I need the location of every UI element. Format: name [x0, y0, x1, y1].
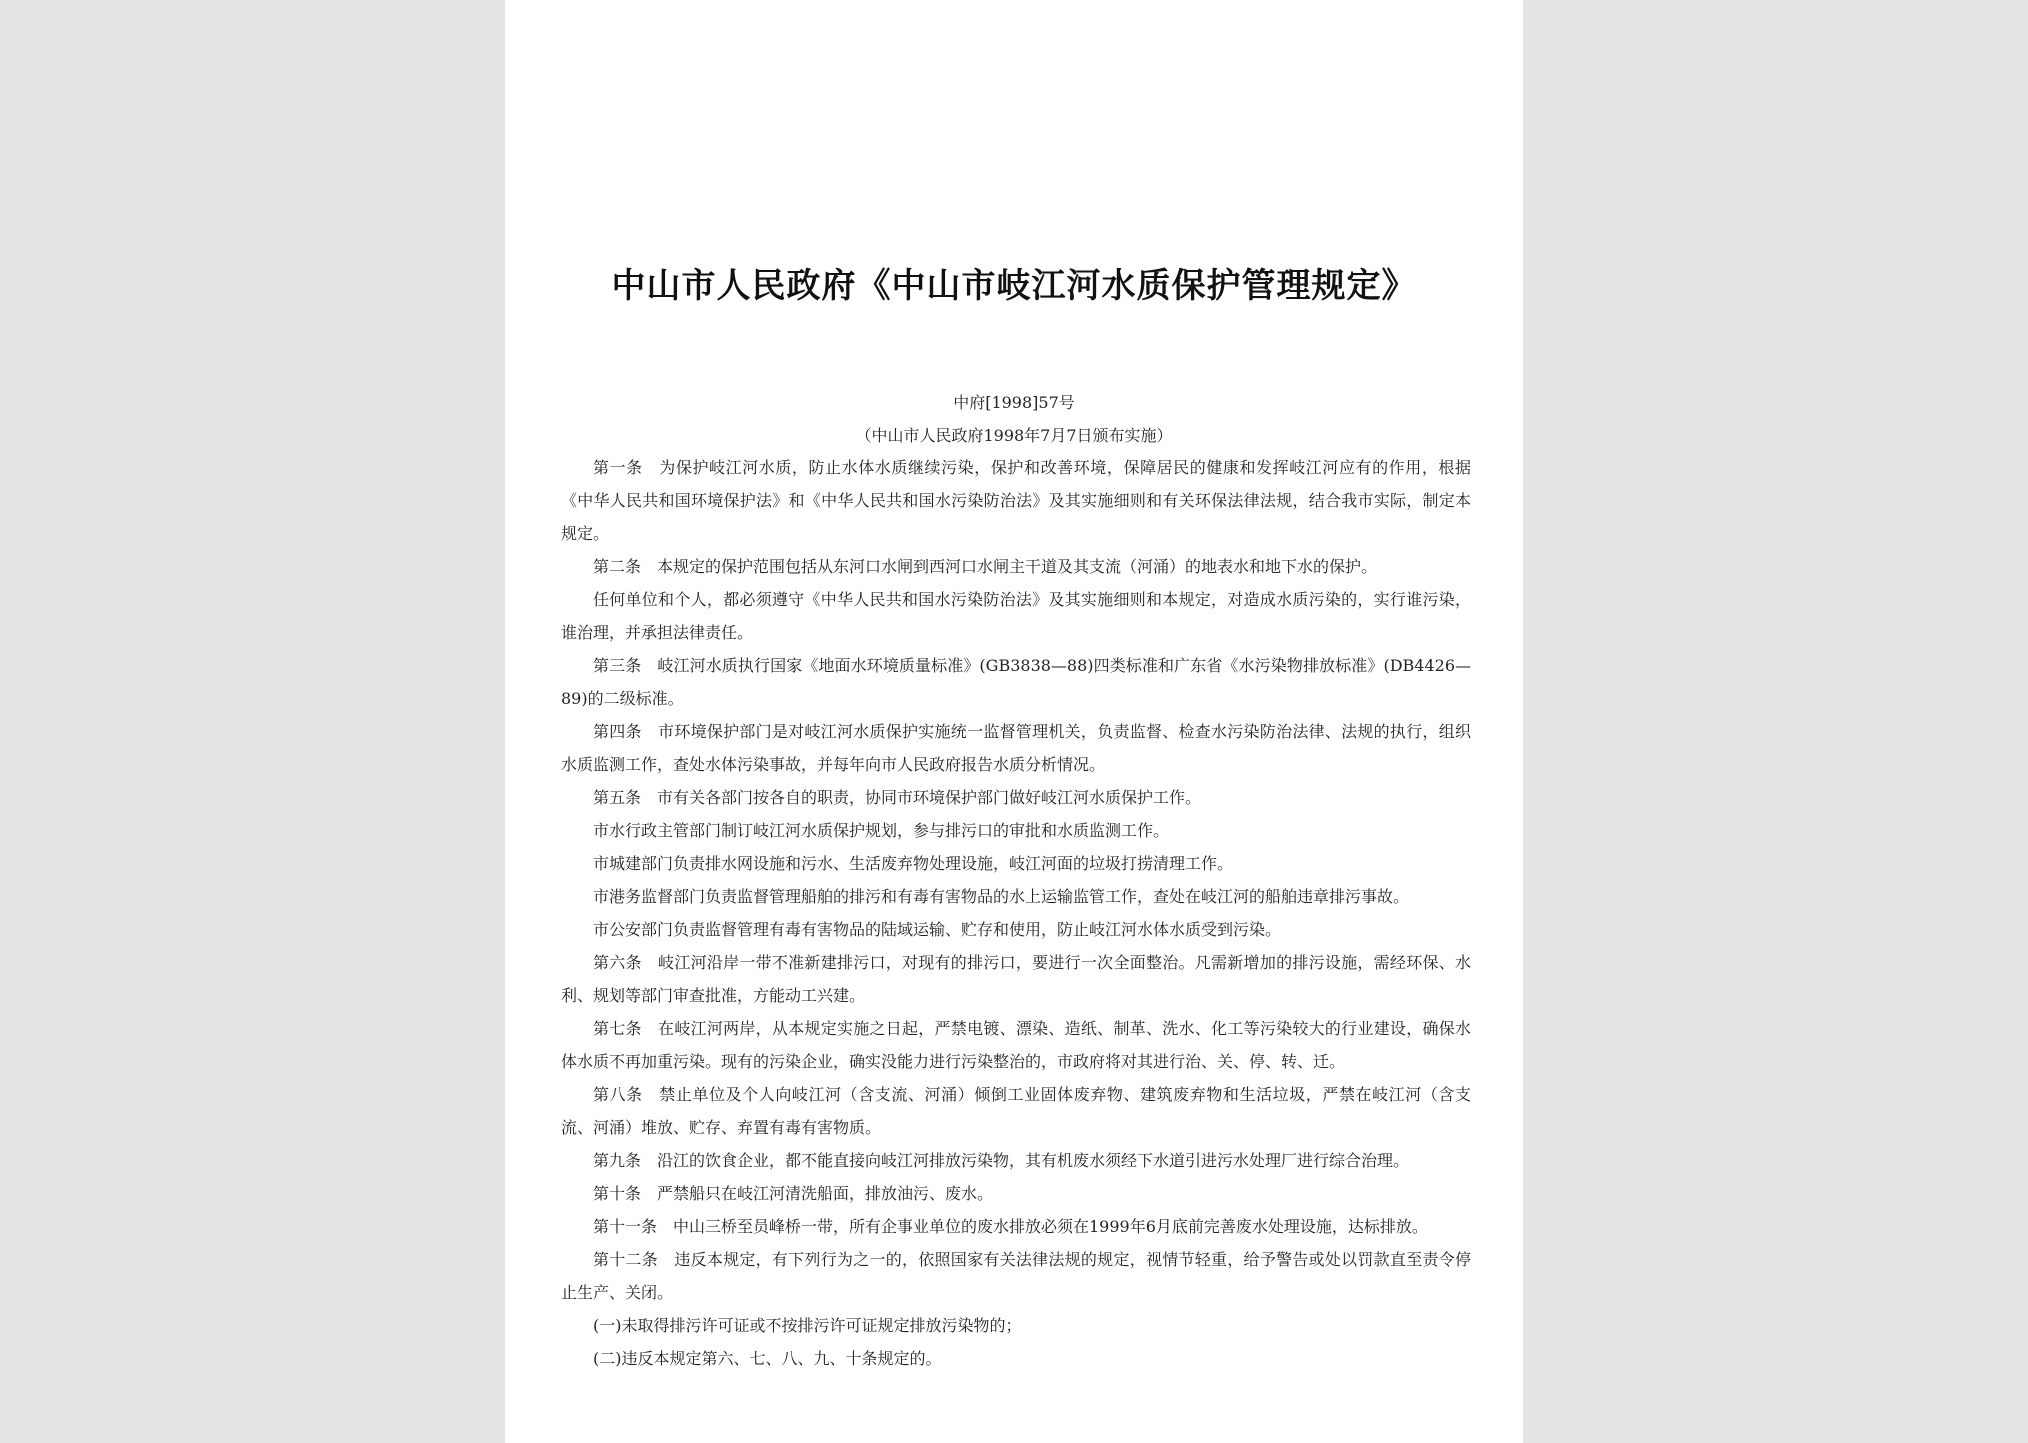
paragraph: 市公安部门负责监督管理有毒有害物品的陆域运输、贮存和使用，防止岐江河水体水质受到污染。	[593, 920, 1282, 939]
document-number: 中府[1998]57号	[953, 393, 1075, 412]
paragraph: 第五条 市有关各部门按各自的职责，协同市环境保护部门做好岐江河水质保护工作。	[593, 788, 1202, 807]
paragraph: (一)未取得排污许可证或不按排污许可证规定排放污染物的；	[593, 1316, 1022, 1335]
document-page	[505, 0, 1523, 1443]
paragraph: 第六条 岐江河沿岸一带不准新建排污口，对现有的排污口，要进行一次全面整治。凡需新增加的排污设施，需经环保、水利、规划等部门审查批准，方能动工兴建。	[561, 953, 1471, 1005]
document-title: 中山市人民政府《中山市岐江河水质保护管理规定》	[611, 266, 1417, 306]
paragraph: 市港务监督部门负责监督管理船舶的排污和有毒有害物品的水上运输监管工作，查处在岐江河的船舶违章排污事故。	[593, 887, 1410, 906]
paragraph: 第十条 严禁船只在岐江河清洗船面，排放油污、废水。	[593, 1184, 994, 1203]
paragraph: 第三条 岐江河水质执行国家《地面水环境质量标准》(GB3838—88)四类标准和广东省《水污染物排放标准》(DB4426—89)的二级标准。	[561, 656, 1471, 708]
paragraph: 第十二条 违反本规定，有下列行为之一的，依照国家有关法律法规的规定，视情节轻重，给予警告或处以罚款直至责令停止生产、关闭。	[561, 1250, 1471, 1302]
paragraph: 第二条 本规定的保护范围包括从东河口水闸到西河口水闸主干道及其支流（河涌）的地表水和地下水的保护。	[593, 557, 1378, 576]
paragraph: 第九条 沿江的饮食企业，都不能直接向岐江河排放污染物，其有机废水须经下水道引进污水处理厂进行综合治理。	[593, 1151, 1410, 1170]
document-body	[561, 451, 1471, 1375]
paragraph: 市城建部门负责排水网设施和污水、生活废弃物处理设施，岐江河面的垃圾打捞清理工作。	[593, 854, 1234, 873]
paragraph: (二)违反本规定第六、七、八、九、十条规定的。	[593, 1349, 942, 1368]
paragraph: 市水行政主管部门制订岐江河水质保护规划，参与排污口的审批和水质监测工作。	[593, 821, 1170, 840]
paragraph: 第四条 市环境保护部门是对岐江河水质保护实施统一监督管理机关，负责监督、检查水污染防治法律、法规的执行，组织水质监测工作，查处水体污染事故，并每年向市人民政府报告水质分析情况。	[561, 722, 1471, 774]
paragraph: 第十一条 中山三桥至员峰桥一带，所有企事业单位的废水排放必须在1999年6月底前完善废水处理设施，达标排放。	[593, 1217, 1428, 1236]
paragraph: 第八条 禁止单位及个人向岐江河（含支流、河涌）倾倒工业固体废弃物、建筑废弃物和生活垃圾，严禁在岐江河（含支流、河涌）堆放、贮存、弃置有毒有害物质。	[561, 1085, 1471, 1137]
paragraph: 任何单位和个人，都必须遵守《中华人民共和国水污染防治法》及其实施细则和本规定，对造成水质污染的，实行谁污染，谁治理，并承担法律责任。	[561, 590, 1471, 642]
promulgation-note: （中山市人民政府1998年7月7日颁布实施）	[855, 426, 1173, 445]
paragraph: 第七条 在岐江河两岸，从本规定实施之日起，严禁电镀、漂染、造纸、制革、洗水、化工等污染较大的行业建设，确保水体水质不再加重污染。现有的污染企业，确实没能力进行污染整治的，市政府将对其进行治、关、停、转、迁。	[561, 1019, 1471, 1071]
paragraph: 第一条 为保护岐江河水质，防止水体水质继续污染，保护和改善环境，保障居民的健康和发挥岐江河应有的作用，根据《中华人民共和国环境保护法》和《中华人民共和国水污染防治法》及其实施细则和有关环保法律法规，结合我市实际，制定本规定。	[561, 458, 1471, 543]
